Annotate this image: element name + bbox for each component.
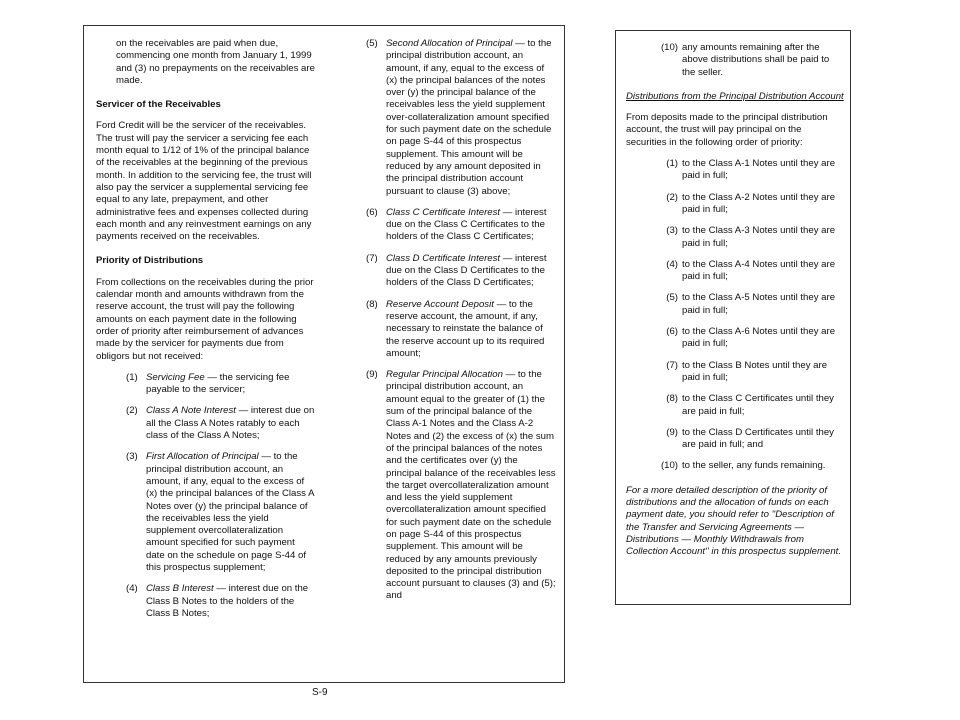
item-number: (5) (666, 292, 678, 304)
priority-paragraph: From collections on the receivables during the prior calendar month and amounts withdrawn from the reserve account, the trust will pay the following amounts on each payment date in the following order of priority after reimbursement of advances made by the servicer for payments due from obligors but not received: (96, 276, 314, 362)
priority-item-4 (96, 583, 316, 620)
item-number: (10) (660, 460, 678, 472)
distribution-item-6 (626, 326, 844, 351)
distribution-item-8 (626, 393, 844, 418)
item-text: to the Class A-4 Notes until they are paid in full; (682, 258, 836, 283)
column-middle (366, 38, 556, 603)
item-title: Class B Interest (146, 583, 214, 595)
distribution-item-1 (626, 158, 844, 183)
item-title: Regular Principal Allocation (386, 369, 503, 381)
distribution-item-5 (626, 292, 844, 317)
item-number: (1) (126, 371, 138, 383)
item-text: — the servicing fee payable to the servicer; (146, 371, 290, 396)
item-number: (9) (366, 369, 378, 381)
priority-item-3 (96, 451, 316, 574)
item-number: (8) (366, 298, 378, 310)
servicer-paragraph: Ford Credit will be the servicer of the receivables. The trust will pay the servicer a servicing fee each month equal to 1/12 of 1% of the principal balance of the receivables at the beginning of the previous month. In addition to the servicing fee, the trust will also pay the servicer a supplemental servicing fee equal to any late, prepayment, and other administrative fees and expenses collected during each month and any reinvestment earnings on any payments received on the receivables. (96, 120, 312, 243)
item-text: — interest due on the Class B Notes to the holders of the Class B Notes; (146, 583, 309, 619)
servicer-heading: Servicer of the Receivables (96, 99, 221, 111)
item-text: to the Class D Certificates until they are paid in full; and (682, 426, 834, 451)
item-number: (10) (660, 42, 678, 53)
distribution-heading: Distributions from the Principal Distribution Account (626, 90, 844, 102)
item-number: (3) (666, 225, 678, 237)
item-text: to the Class A-5 Notes until they are paid in full; (682, 292, 836, 316)
item-title: Second Allocation of Principal (386, 38, 513, 49)
item-text: any amounts remaining after the above distributions shall be paid to the seller. (682, 42, 830, 78)
priority-item-2 (96, 405, 316, 442)
item-title: Class D Certificate Interest (386, 252, 501, 264)
item-text: — to the principal distribution account, an amount, if any, equal to the excess of (x) the principal balances of the notes over (y) the principal balance of the receivables less the yield supplement over-collateralization amount specified for such payment date on the schedule on page S-44 of this prospectus supplement. This amount will be reduced by any amount deposited in the principal distribution account pursuant to clause (3) above; (386, 38, 552, 197)
item-number: (6) (366, 206, 378, 218)
item-number: (7) (666, 359, 678, 371)
priority-item-7 (366, 253, 556, 290)
item-text: to the Class A-6 Notes until they are paid in full; (682, 326, 836, 350)
priority-item-5 (366, 38, 556, 198)
item-title: Class C Certificate Interest (386, 206, 501, 218)
distribution-item-7 (626, 360, 844, 385)
item-number: (4) (126, 583, 138, 595)
distribution-paragraph: From deposits made to the principal distribution account, the trust will pay principal on the securities in the following order of priority: (626, 112, 828, 148)
distribution-item-9 (626, 427, 844, 452)
item-text: — to the principal distribution account, an amount, if any, equal to the excess of (x) the principal balances of the Class A Notes over (y) the principal balance of the receivables less the yield supplement overcollateralization amount specified for such payment date on the schedule on page S-44 of this prospectus supplement; (146, 451, 314, 573)
item-text: to the Class B Notes until they are paid in full; (682, 359, 828, 383)
item-number: (2) (126, 405, 138, 417)
item-title: Servicing Fee (146, 371, 205, 383)
item-number: (9) (666, 426, 678, 438)
priority-heading: Priority of Distributions (96, 255, 204, 267)
item-number: (4) (666, 258, 678, 270)
distribution-item-10 (626, 460, 844, 472)
distribution-item-3 (626, 225, 844, 250)
priority-item-9 (366, 369, 556, 603)
item-text: to the seller, any funds remaining. (682, 460, 826, 472)
item-text: to the Class A-3 Notes until they are paid in full; (682, 225, 836, 249)
priority-item-1 (96, 372, 316, 397)
intro-continuation: on the receivables are paid when due, commencing one month from January 1, 1999 and (3) no prepayments on the receivables are made. (116, 38, 315, 86)
item-text: — interest due on the Class C Certificates to the holders of the Class C Certificates; (386, 206, 547, 243)
item-text: — interest due on the Class D Certificates to the holders of the Class D Certificates; (386, 252, 547, 289)
item-number: (6) (666, 326, 678, 338)
distribution-item-4 (626, 259, 844, 284)
column-right (626, 42, 844, 559)
item-text: to the Class A-1 Notes until they are paid in full; (682, 158, 836, 182)
priority-item-10 (626, 42, 844, 79)
item-text: — to the principal distribution account, an amount equal to the greater of (1) the sum of the principal balance of the Class A-1 Notes and the Class A-2 Notes and (2) the excess of (x) the sum of the principal balances of the notes and the certificates over (y) the principal balance of the receivables less the target overcollateralization amount and less the yield supplement overcollateralization amount specified for such payment date on the schedule on page S-44 of this prospectus supplement. This amount will be reduced by any amounts previously deposited to the principal distribution account pursuant to clauses (3) and (5); and (386, 369, 556, 602)
item-number: (7) (366, 252, 378, 264)
item-text: — to the reserve account, the amount, if any, necessary to reinstate the balance of the reserve account up to its required amount; (386, 298, 545, 359)
item-text: to the Class A-2 Notes until they are paid in full; (682, 191, 836, 215)
item-number: (8) (666, 393, 678, 405)
item-number: (3) (126, 451, 138, 463)
detail-note: For a more detailed description of the priority of distributions and the allocation of funds on each payment date, you should refer to ''Description of the Transfer and Servicing Agreements — Distributions — Monthly Withdrawals from Collection Account'' in this prospectus supplement. (626, 484, 842, 558)
column-left (96, 38, 316, 620)
item-number: (1) (666, 158, 678, 170)
item-text: — interest due on all the Class A Notes ratably to each class of the Class A Notes; (146, 405, 315, 442)
item-number: (2) (666, 191, 678, 203)
priority-item-8 (366, 299, 556, 360)
item-text: to the Class C Certificates until they are paid in full; (682, 393, 834, 417)
page-number: S-9 (312, 687, 328, 698)
item-title: Reserve Account Deposit (386, 298, 494, 310)
distribution-item-2 (626, 192, 844, 217)
priority-item-6 (366, 207, 556, 244)
item-number: (5) (366, 38, 378, 49)
item-title: Class A Note Interest (146, 405, 236, 417)
item-title: First Allocation of Principal (146, 451, 259, 463)
